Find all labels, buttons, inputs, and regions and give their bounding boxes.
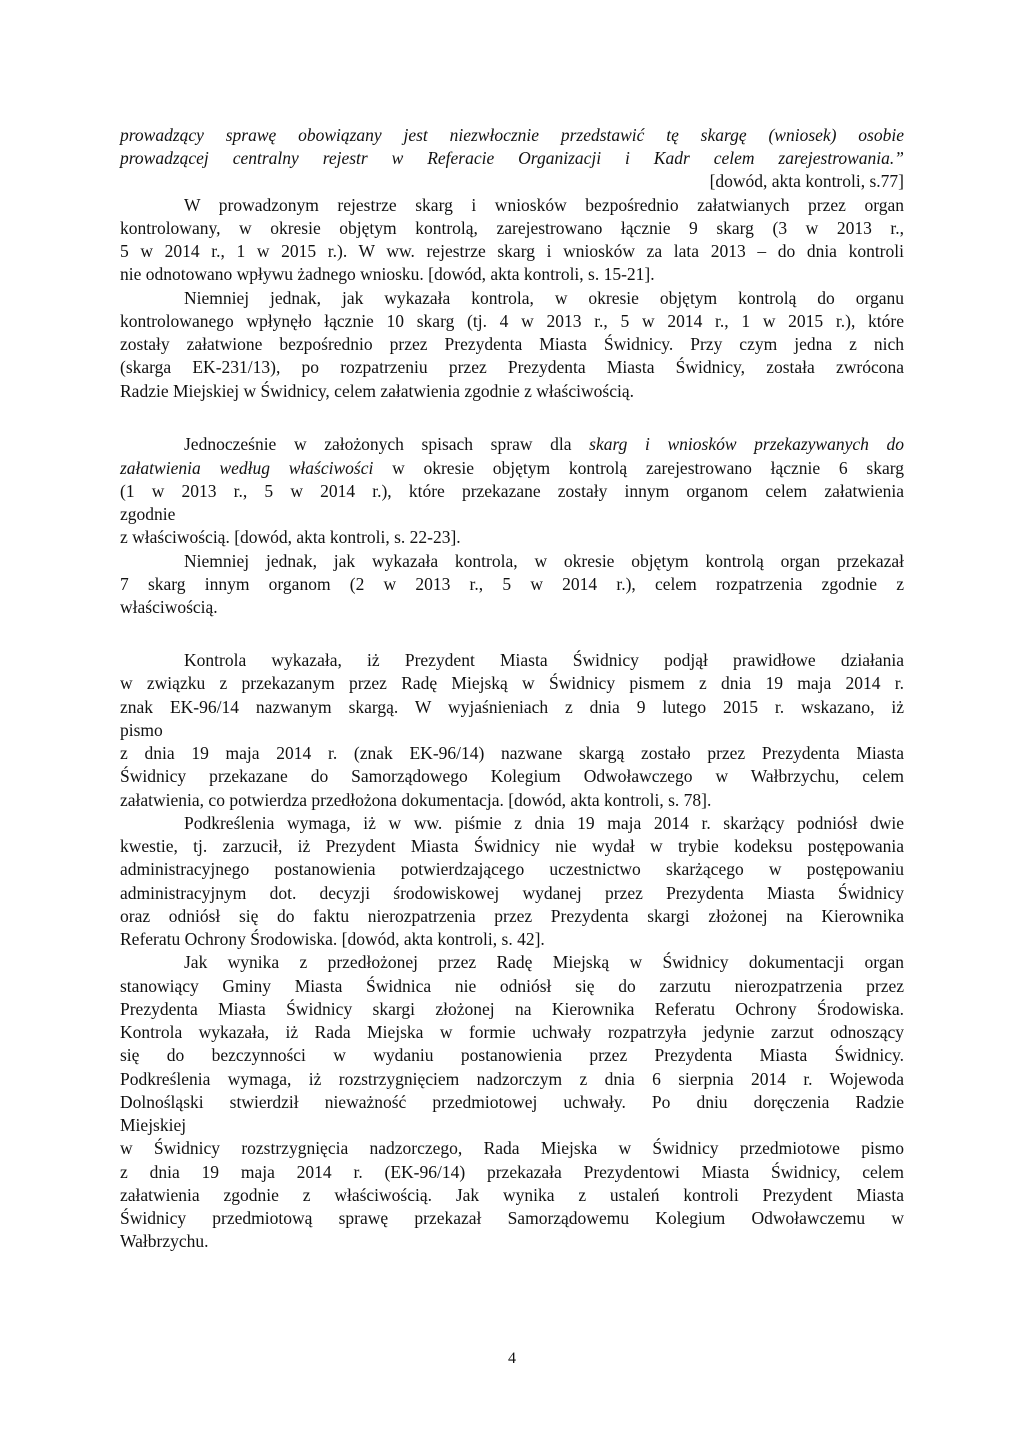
quote-line: prowadzący sprawę obowiązany jest niezwłocznie przedstawić tę skargę (wniosek) osobie: [120, 125, 904, 145]
paragraph-line: [120, 457, 904, 479]
paragraph-line: stanowiący Gminy Miasta Świdnica nie odniósł się do zarzutu nierozpatrzenia przez: [120, 976, 904, 996]
paragraph-line: się do bezczynności w wydaniu postanowienia przez Prezydenta Miasta Świdnicy.: [120, 1045, 904, 1065]
italic-phrase: skarg i wniosków przekazywanych do: [589, 434, 904, 454]
paragraph-line: znak EK-96/14 nazwanym skargą. W wyjaśnieniach z dnia 9 lutego 2015 r. wskazano, iż: [120, 697, 904, 717]
paragraph-line: 7 skarg innym organom (2 w 2013 r., 5 w 2014 r.), celem rozpatrzenia zgodnie z: [120, 574, 904, 594]
paragraph-line: oraz odniósł się do faktu nierozpatrzenia przez Prezydenta skargi złożonej na Kierownika: [120, 906, 904, 926]
paragraph-line: nie odnotowano wpływu żadnego wniosku. [dowód, akta kontroli, s. 15-21].: [120, 264, 655, 284]
paragraph-line: kontrolowany, w okresie objętym kontrolą, zarejestrowano łącznie 9 skarg (3 w 2013 r.,: [120, 218, 904, 238]
paragraph-line: Prezydenta Miasta Świdnicy skargi złożonej na Kierownika Referatu Ochrony Środowiska.: [120, 999, 904, 1019]
paragraph-line: w związku z przekazanym przez Radę Miejską w Świdnicy pismem z dnia 19 maja 2014 r.: [120, 673, 904, 693]
quote-line: prowadzącej centralny rejestr w Referacie Organizacji i Kadr celem zarejestrowania.”: [120, 148, 904, 168]
paragraph-line: kwestie, tj. zarzucił, iż Prezydent Miasta Świdnicy nie wydał w trybie kodeksu postępowania: [120, 836, 904, 856]
paragraph-line: z dnia 19 maja 2014 r. (EK-96/14) przekazała Prezydentowi Miasta Świdnicy, celem: [120, 1162, 904, 1182]
paragraph-line: załatwienia, co potwierdza przedłożona dokumentacja. [dowód, akta kontroli, s. 78].: [120, 790, 712, 810]
paragraph-line: administracyjnym dot. decyzji środowiskowej wydanej przez Prezydenta Miasta Świdnicy: [120, 883, 904, 903]
paragraph-text: Jednocześnie w założonych spisach spraw dla: [184, 434, 590, 454]
paragraph-line: zgodnie: [120, 504, 176, 524]
paragraph-line: Dolnośląski stwierdził nieważność przedmiotowej uchwały. Po dniu doręczenia Radzie: [120, 1092, 904, 1112]
paragraph-line: W prowadzonym rejestrze skarg i wniosków bezpośrednio załatwianych przez organ: [184, 195, 904, 215]
paragraph-line: załatwienia zgodnie z właściwością. Jak wynika z ustaleń kontroli Prezydent Miasta: [120, 1185, 904, 1205]
paragraph-line: 5 w 2014 r., 1 w 2015 r.). W ww. rejestrze skarg i wniosków za lata 2013 – do dnia kontroli: [120, 241, 904, 261]
page-number: 4: [508, 1350, 516, 1367]
paragraph-line: (1 w 2013 r., 5 w 2014 r.), które przekazane zostały innym organom celem załatwienia: [120, 481, 904, 501]
evidence-reference: [dowód, akta kontroli, s.77]: [709, 171, 904, 191]
paragraph-line: [184, 433, 904, 455]
paragraph-line: Niemniej jednak, jak wykazała kontrola, w okresie objętym kontrolą organ przekazał: [184, 551, 904, 571]
paragraph-line: Radzie Miejskiej w Świdnicy, celem załatwienia zgodnie z właściwością.: [120, 381, 634, 401]
paragraph-line: Kontrola wykazała, iż Prezydent Miasta Świdnicy podjął prawidłowe działania: [184, 650, 904, 670]
paragraph-line: Kontrola wykazała, iż Rada Miejska w formie uchwały rozpatrzyła jedynie zarzut odnoszący: [120, 1022, 904, 1042]
paragraph-line: pismo: [120, 720, 163, 740]
paragraph-line: Świdnicy przekazane do Samorządowego Kolegium Odwoławczego w Wałbrzychu, celem: [120, 766, 904, 786]
paragraph-line: (skarga EK-231/13), po rozpatrzeniu przez Prezydenta Miasta Świdnicy, została zwrócona: [120, 357, 904, 377]
italic-phrase: załatwienia według właściwości: [120, 458, 374, 478]
paragraph-line: Referatu Ochrony Środowiska. [dowód, akta kontroli, s. 42].: [120, 929, 545, 949]
paragraph-line: Miejskiej: [120, 1115, 187, 1135]
paragraph-line: w Świdnicy rozstrzygnięcia nadzorczego, Rada Miejska w Świdnicy przedmiotowe pismo: [120, 1138, 904, 1158]
paragraph-line: Wałbrzychu.: [120, 1231, 209, 1251]
paragraph-line: kontrolowanego wpłynęło łącznie 10 skarg (tj. 4 w 2013 r., 5 w 2014 r., 1 w 2015 r.), które: [120, 311, 904, 331]
paragraph-line: właściwością.: [120, 597, 218, 617]
paragraph-line: Podkreślenia wymaga, iż rozstrzygnięciem nadzorczym z dnia 6 sierpnia 2014 r. Wojewoda: [120, 1069, 904, 1089]
paragraph-line: Niemniej jednak, jak wykazała kontrola, w okresie objętym kontrolą do organu: [184, 288, 904, 308]
paragraph-line: zostały załatwione bezpośrednio przez Prezydenta Miasta Świdnicy. Przy czym jedna z nich: [120, 334, 904, 354]
paragraph-line: Jak wynika z przedłożonej przez Radę Miejską w Świdnicy dokumentacji organ: [184, 952, 904, 972]
paragraph-line: Podkreślenia wymaga, iż w ww. piśmie z dnia 19 maja 2014 r. skarżący podniósł dwie: [184, 813, 904, 833]
paragraph-line: z właściwością. [dowód, akta kontroli, s. 22-23].: [120, 527, 461, 547]
paragraph-line: Świdnicy przedmiotową sprawę przekazał Samorządowemu Kolegium Odwoławczemu w: [120, 1208, 904, 1228]
paragraph-text: w okresie objętym kontrolą zarejestrowano łącznie 6 skarg: [373, 458, 904, 478]
paragraph-line: administracyjnego postanowienia potwierdzającego uczestnictwo skarżącego w postępowaniu: [120, 859, 904, 879]
paragraph-line: z dnia 19 maja 2014 r. (znak EK-96/14) nazwane skargą zostało przez Prezydenta Miasta: [120, 743, 904, 763]
